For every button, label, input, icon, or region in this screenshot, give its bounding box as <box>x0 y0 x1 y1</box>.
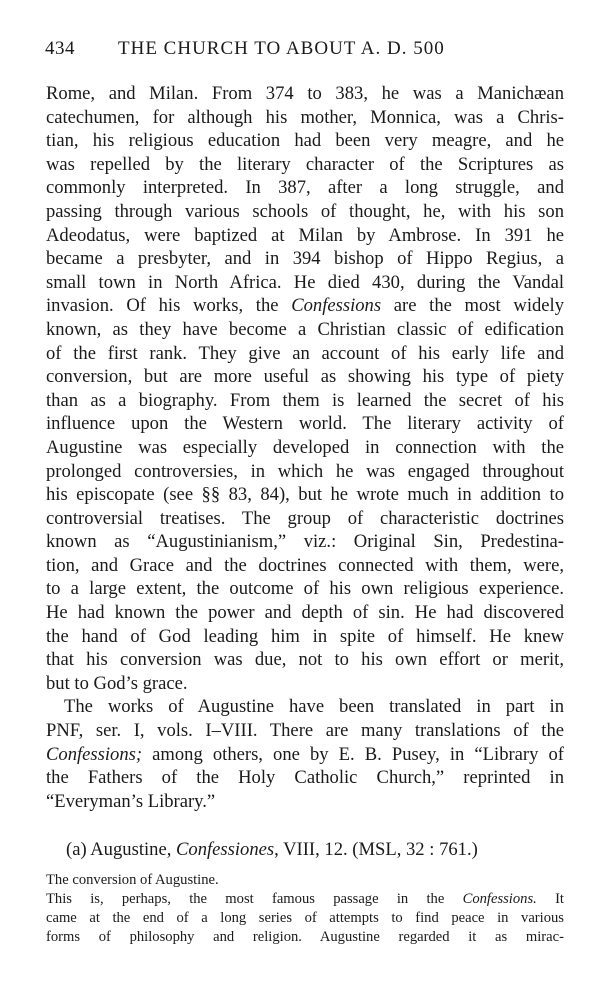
text-line: the Fathers of the Holy Catholic Church,” reprinted in <box>46 767 564 789</box>
italic-title: Confessions; <box>46 743 143 765</box>
text-line: his episcopate (see §§ 83, 84), but he wrote much in addition to <box>46 484 564 506</box>
text-line: controversial treatises. The group of characteristic doctrines <box>46 507 564 529</box>
text-line: conversion, but are more useful as showing his type of piety <box>46 366 564 388</box>
text-line: small town in North Africa. He died 430, during the Vandal <box>46 271 564 293</box>
text-run: among others, one by E. B. Pusey, in “Library of <box>142 743 564 765</box>
main-text <box>46 82 564 813</box>
text-line: known, as they have become a Christian classic of edification <box>46 318 564 340</box>
text-line: Rome, and Milan. From 374 to 383, he was a Manichæan <box>46 83 564 104</box>
note-text: This is, perhaps, the most famous passage in the <box>46 891 463 907</box>
citation-title: Confessiones <box>176 839 275 860</box>
running-header <box>45 38 565 62</box>
text-run: are the most widely <box>381 295 565 317</box>
text-line: tion, and Grace and the doctrines connected with them, were, <box>46 554 564 576</box>
text-line: PNF, ser. I, vols. I–VIII. There are many translations of the <box>46 720 564 742</box>
note-line: came at the end of a long series of attempts to find peace in various <box>46 910 564 926</box>
citation-suffix: , VIII, 12. (MSL, 32 : 761.) <box>274 839 478 860</box>
text-line <box>46 294 564 318</box>
text-line: “Everyman’s Library.” <box>46 790 216 812</box>
source-citation <box>66 839 564 861</box>
text-line: Adeodatus, were baptized at Milan by Ambrose. In 391 he <box>46 224 564 246</box>
text-line: tian, his religious education had been very meagre, and he <box>46 130 564 152</box>
text-line: catechumen, for although his mother, Monnica, was a Chris- <box>46 106 564 128</box>
text-line: prolonged controversies, in which he was engaged throughout <box>46 460 564 482</box>
introductory-note <box>46 871 564 947</box>
text-line: The works of Augustine have been translated in part in <box>64 696 564 718</box>
citation-prefix: (a) Augustine, <box>66 839 176 860</box>
text-line: commonly interpreted. In 387, after a long struggle, and <box>46 177 564 199</box>
text-line: known as “Augustinianism,” viz.: Original Sin, Predestina- <box>46 531 564 553</box>
note-text: It <box>536 891 564 907</box>
text-run: invasion. Of his works, the <box>46 295 292 317</box>
text-line: than as a biography. From them is learned the secret of his <box>46 389 564 411</box>
running-title: THE CHURCH TO ABOUT A. D. 500 <box>118 38 445 59</box>
note-italic: Confessions. <box>462 891 537 907</box>
text-line: but to God’s grace. <box>46 672 188 694</box>
text-line: the hand of God leading him in spite of himself. He knew <box>46 625 564 647</box>
page-number: 434 <box>45 38 75 59</box>
text-line <box>46 743 564 767</box>
text-line: He had known the power and depth of sin. He had discovered <box>46 602 564 624</box>
note-line: The conversion of Augustine. <box>46 872 219 888</box>
note-line: forms of philosophy and religion. Augustine regarded it as mirac- <box>46 929 564 945</box>
text-line: became a presbyter, and in 394 bishop of Hippo Regius, a <box>46 248 564 270</box>
italic-title: Confessions <box>291 295 382 317</box>
text-line: Augustine was especially developed in connection with the <box>46 436 564 458</box>
text-line: passing through various schools of thought, he, with his son <box>46 200 564 222</box>
text-line: was repelled by the literary character of the Scriptures as <box>46 153 564 175</box>
paragraph-2 <box>46 695 564 813</box>
text-line: to a large extent, the outcome of his own religious experience. <box>46 578 564 600</box>
text-line: that his conversion was due, not to his own effort or merit, <box>46 649 564 671</box>
note-line <box>46 890 564 909</box>
paragraph-1 <box>46 82 564 695</box>
text-line: influence upon the Western world. The literary activity of <box>46 413 564 435</box>
text-line: of the first rank. They give an account of his early life and <box>46 342 564 364</box>
